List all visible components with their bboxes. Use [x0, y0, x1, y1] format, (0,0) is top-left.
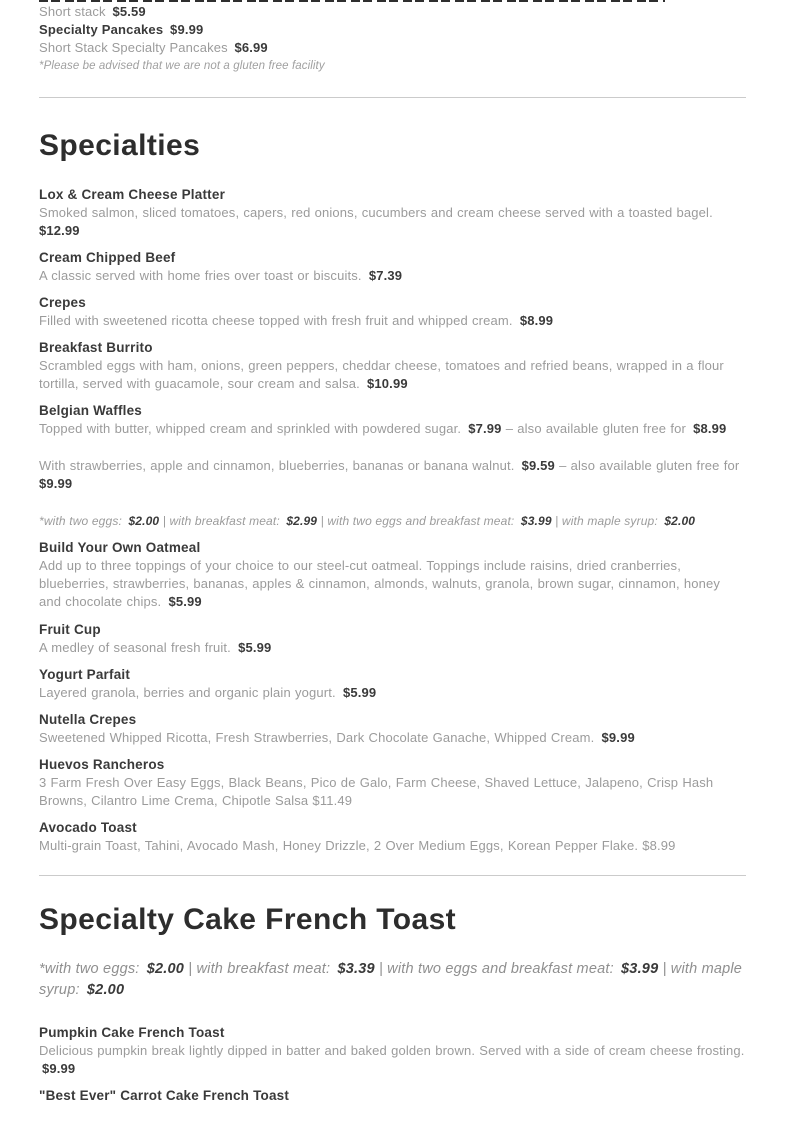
text-segment: Short stack — [39, 4, 106, 19]
price: $9.99 — [166, 22, 204, 37]
item-description — [39, 420, 746, 438]
text-segment: | with two eggs and breakfast meat: — [317, 514, 518, 528]
menu-line — [39, 39, 746, 57]
price: $8.99 — [688, 421, 727, 436]
text-segment: *with two eggs: — [39, 961, 144, 977]
price: $2.99 — [286, 514, 318, 528]
menu-item — [39, 1024, 746, 1078]
text-segment: | with breakfast meat: — [159, 514, 284, 528]
price: $9.99 — [42, 1061, 76, 1076]
menu-item — [39, 711, 746, 747]
gluten-free-disclaimer: *Please be advised that we are not a gluten free facility — [39, 60, 325, 72]
menu-item — [39, 539, 746, 611]
text-segment: Multi-grain Toast, Tahini, Avocado Mash, Honey Drizzle, 2 Over Medium Eggs, Korean Pepper Flake. $8.99 — [39, 838, 676, 853]
text-segment: Layered granola, berries and organic plain yogurt. — [39, 685, 336, 700]
price: $5.59 — [108, 4, 146, 19]
menu-item — [39, 249, 746, 285]
item-description — [39, 684, 746, 702]
item-name: "Best Ever" Carrot Cake French Toast — [39, 1088, 290, 1103]
item-description — [39, 639, 746, 657]
price: $3.39 — [337, 961, 375, 977]
menu-line — [39, 21, 746, 39]
text-segment: Scrambled eggs with ham, onions, green peppers, cheddar cheese, tomatoes and refried beans, wrapped in a flour tortilla, served with guacamole, sour cream and salsa. — [39, 358, 724, 391]
text-segment: | with breakfast meat: — [184, 961, 335, 977]
price: $2.00 — [664, 514, 696, 528]
pancakes-price-rows — [39, 2, 746, 73]
price: $7.99 — [464, 421, 502, 436]
text-segment: Short Stack Specialty Pancakes — [39, 40, 228, 55]
text-segment: With strawberries, apple and cinnamon, blueberries, bananas or banana walnut. — [39, 458, 515, 473]
item-name: Nutella Crepes — [39, 712, 137, 727]
section-divider — [39, 97, 746, 98]
price: $9.59 — [517, 458, 555, 473]
item-name: Belgian Waffles — [39, 403, 143, 418]
section-title-specialties: Specialties — [39, 129, 201, 162]
price: $9.99 — [597, 730, 635, 745]
menu-item — [39, 186, 746, 240]
menu-item — [39, 339, 746, 393]
text-segment: | with maple syrup: — [39, 961, 743, 998]
price: $12.99 — [39, 223, 80, 238]
text-segment: Sweetened Whipped Ricotta, Fresh Strawberries, Dark Chocolate Ganache, Whipped Cream. — [39, 730, 595, 745]
price: $8.99 — [515, 313, 554, 328]
text-segment: – also available gluten free for — [554, 458, 740, 473]
price: $10.99 — [362, 376, 408, 391]
menu-item — [39, 819, 746, 855]
text-segment: | with maple syrup: — [551, 514, 662, 528]
text-segment: A classic served with home fries over toast or biscuits. — [39, 268, 362, 283]
menu-item — [39, 402, 746, 493]
price: $2.00 — [86, 982, 125, 998]
text-segment: A medley of seasonal fresh fruit. — [39, 640, 231, 655]
price: $7.39 — [364, 268, 403, 283]
text-segment: Smoked salmon, sliced tomatoes, capers, red onions, cucumbers and cream cheese served with a toasted bagel. — [39, 205, 713, 220]
menu-item — [39, 666, 746, 702]
addons-pricing-note — [39, 959, 746, 1001]
item-description — [39, 204, 746, 240]
text-segment: Filled with sweetened ricotta cheese topped with fresh fruit and whipped cream. — [39, 313, 513, 328]
price: $6.99 — [230, 40, 268, 55]
item-description — [39, 557, 746, 611]
item-description — [39, 729, 746, 747]
item-description — [39, 1042, 746, 1078]
item-name: Avocado Toast — [39, 820, 137, 835]
item-description — [39, 312, 746, 330]
addons-pricing-note — [39, 512, 746, 530]
menu-item — [39, 756, 746, 810]
item-name: Fruit Cup — [39, 622, 101, 637]
price: $9.99 — [39, 476, 73, 491]
item-description — [39, 357, 746, 393]
price: $5.99 — [164, 594, 202, 609]
item-description — [39, 837, 746, 855]
price: $5.99 — [338, 685, 377, 700]
item-name: Yogurt Parfait — [39, 667, 131, 682]
price: $5.99 — [233, 640, 272, 655]
text-segment: Specialty Pancakes — [39, 22, 164, 37]
item-name: Huevos Rancheros — [39, 757, 165, 772]
item-description — [39, 267, 746, 285]
item-name: Pumpkin Cake French Toast — [39, 1025, 225, 1040]
text-segment: – also available gluten free for — [501, 421, 686, 436]
item-name: Lox & Cream Cheese Platter — [39, 187, 226, 202]
item-description — [39, 774, 746, 810]
price: $3.99 — [520, 514, 552, 528]
item-name: Crepes — [39, 295, 86, 310]
menu-line — [39, 3, 746, 21]
menu-item — [39, 294, 746, 330]
text-segment: 3 Farm Fresh Over Easy Eggs, Black Beans, Pico de Galo, Farm Cheese, Shaved Lettuce, Jalapeno, Crisp Hash Browns, Cilantro Lime Crema, Chipotle Salsa $11.49 — [39, 775, 714, 808]
text-segment: *with two eggs: — [39, 514, 126, 528]
menu-item — [39, 1087, 746, 1105]
text-segment: Topped with butter, whipped cream and sprinkled with powdered sugar. — [39, 421, 462, 436]
text-segment: Delicious pumpkin break lightly dipped in batter and baked golden brown. Served with a side of cream cheese frosting. — [39, 1043, 745, 1058]
menu-item — [39, 621, 746, 657]
section-divider — [39, 875, 746, 876]
item-name: Breakfast Burrito — [39, 340, 153, 355]
text-segment: | with two eggs and breakfast meat: — [374, 961, 619, 977]
section-title-french-toast: Specialty Cake French Toast — [39, 903, 457, 936]
item-name: Build Your Own Oatmeal — [39, 540, 201, 555]
price: $2.00 — [146, 961, 185, 977]
item-description — [39, 457, 746, 493]
price: $2.00 — [128, 514, 160, 528]
item-name: Cream Chipped Beef — [39, 250, 176, 265]
text-segment: Add up to three toppings of your choice to our steel-cut oatmeal. Toppings include raisins, dried cranberries, blueberries, strawberries, bananas, apples & cinnamon, almonds, walnuts, granola, brown sugar, cinnamon, honey and chocolate chips. — [39, 558, 721, 609]
price: $3.99 — [621, 961, 659, 977]
